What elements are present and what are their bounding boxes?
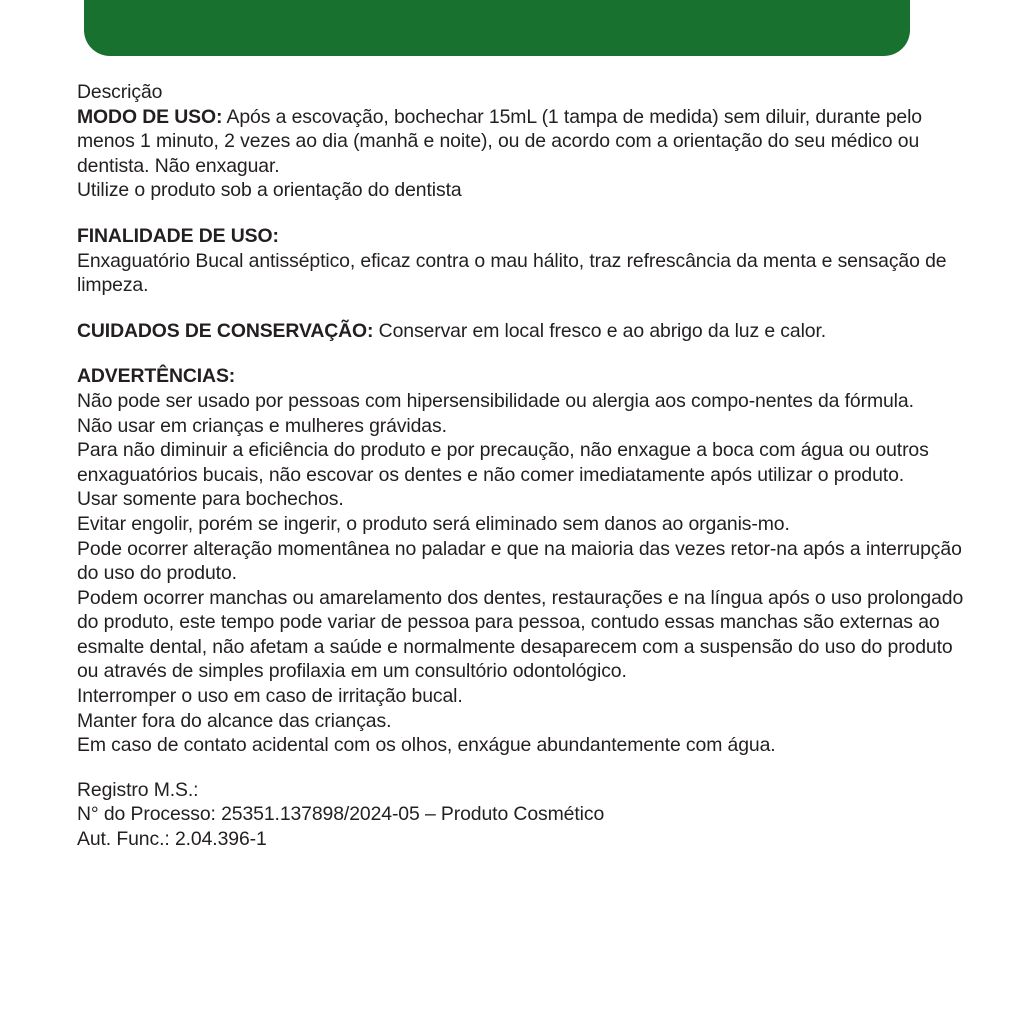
cuidados-heading: CUIDADOS DE CONSERVAÇÃO: bbox=[77, 319, 374, 342]
advertencia-item: Podem ocorrer manchas ou amarelamento dos dentes, restaurações e na língua após o uso prolongado do produto, este tempo pode variar de pessoa para pessoa, contudo essas manchas são externas ao esmalte dental, não afetam a saúde e normalmente desaparecem com a suspensão do uso do produto ou através de simples profilaxia em um consultório odontológico. bbox=[77, 586, 964, 683]
spacer-4 bbox=[77, 758, 969, 778]
cuidados-block bbox=[77, 319, 969, 344]
registro-block bbox=[77, 778, 969, 852]
finalidade-heading: FINALIDADE DE USO: bbox=[77, 224, 279, 247]
spacer-1 bbox=[77, 203, 969, 224]
advertencia-item: Evitar engolir, porém se ingerir, o produto será eliminado sem danos ao organis-mo. bbox=[77, 512, 790, 535]
aut-func-line: Aut. Func.: 2.04.396-1 bbox=[77, 828, 267, 851]
modo-de-uso-extra-line: Utilize o produto sob a orientação do dentista bbox=[77, 179, 462, 202]
modo-de-uso-heading: MODO DE USO: bbox=[77, 105, 223, 128]
advertencias-heading: ADVERTÊNCIAS: bbox=[77, 365, 236, 388]
spacer-3 bbox=[77, 343, 969, 364]
cuidados-text: Conservar em local fresco e ao abrigo da luz e calor. bbox=[373, 319, 827, 342]
advertencia-item: Não usar em crianças e mulheres grávidas. bbox=[77, 414, 447, 437]
modo-de-uso-text: Após a escovação, bochechar 15mL (1 tampa de medida) sem diluir, durante pelo menos 1 minuto, 2 vezes ao dia (manhã e noite), ou de acordo com a orientação do seu médico ou dentista. Não enxaguar. bbox=[77, 105, 922, 177]
advertencia-item: Usar somente para bochechos. bbox=[77, 488, 344, 511]
registro-ms-line: Registro M.S.: bbox=[77, 778, 199, 801]
modo-de-uso-block bbox=[77, 105, 969, 179]
advertencia-item: Manter fora do alcance das crianças. bbox=[77, 709, 392, 732]
green-header-banner bbox=[84, 0, 910, 56]
advertencia-item: Não pode ser usado por pessoas com hipersensibilidade ou alergia aos compo-nentes da fórmula. bbox=[77, 389, 914, 412]
advertencia-item: Pode ocorrer alteração momentânea no paladar e que na maioria das vezes retor-na após a interrupção do uso do produto. bbox=[77, 537, 962, 585]
advertencia-item: Para não diminuir a eficiência do produto e por precaução, não enxague a boca com água ou outros enxaguatórios bucais, não escovar os dentes e não comer imediatamente após utilizar o produto. bbox=[77, 439, 929, 486]
advertencia-item: Em caso de contato acidental com os olhos, enxágue abundantemente com água. bbox=[77, 734, 776, 757]
processo-line: N° do Processo: 25351.137898/2024-05 – Produto Cosmético bbox=[77, 803, 605, 826]
finalidade-text: Enxaguatório Bucal antisséptico, eficaz contra o mau hálito, traz refrescância da menta e sensação de limpeza. bbox=[77, 249, 947, 297]
spacer-2 bbox=[77, 298, 969, 319]
descricao-label: Descrição bbox=[77, 81, 163, 103]
advertencia-item: Interromper o uso em caso de irritação bucal. bbox=[77, 685, 463, 708]
label-text-content bbox=[77, 80, 969, 852]
